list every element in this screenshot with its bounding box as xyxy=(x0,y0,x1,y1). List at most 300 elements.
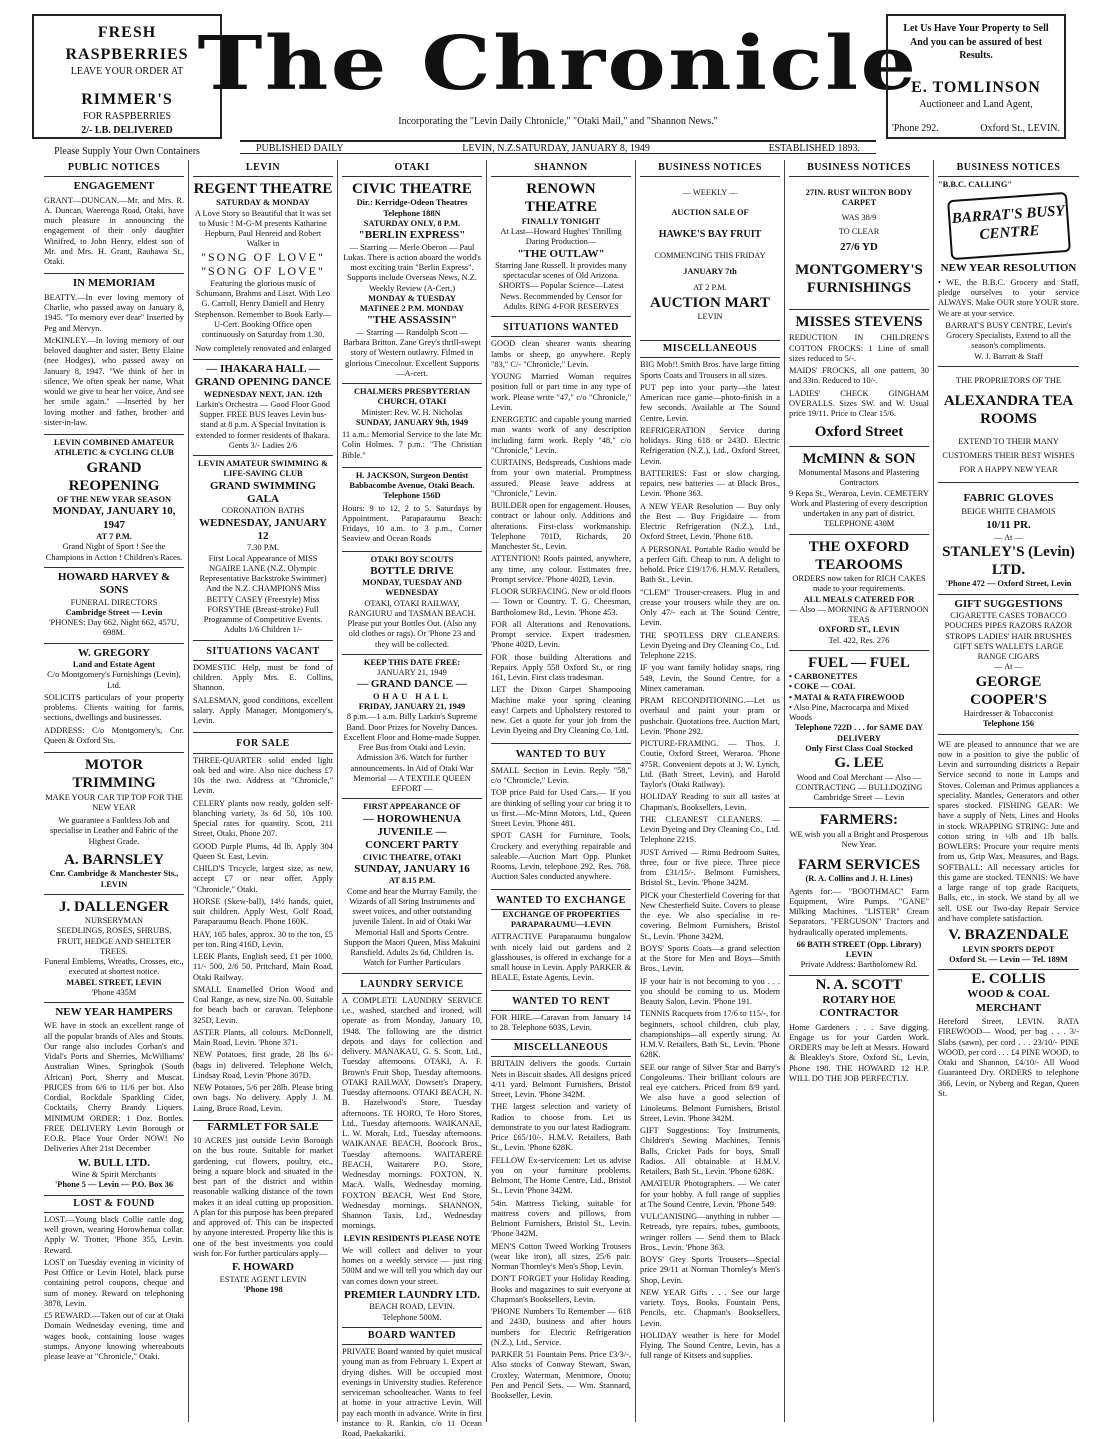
ad-text: ORDERS now taken for RICH CAKES made to your requirements. xyxy=(792,574,926,594)
classified-text: ENERGETIC and capable young married man wants work of any description including farm work. Reply "48," c/o "Chronicle," Levin. xyxy=(491,415,631,455)
notice-heading: IN MEMORIAM xyxy=(72,277,156,290)
classified-text: AMATEUR Photographers. — We cater for your hobby. A full range of supplies at The Sound Centre, Levin. 'Phone 549. xyxy=(640,1179,780,1209)
ad-heading: "THE OUTLAW" xyxy=(517,247,605,260)
ad-heading: SUNDAY, JANUARY 16 xyxy=(354,863,470,876)
ad-text: Only First Class Coal Stocked xyxy=(805,743,913,753)
ad-text: LEVIN SPORTS DEPOT xyxy=(962,944,1055,954)
column-public-notices xyxy=(40,160,189,1422)
classified-text: PRAM RECONDITIONING.—Let us overhaul and paint your pram or pushchair. Quotations free. Auction Mart, Levin. 'Phone 292. xyxy=(640,696,780,736)
ad-heading: HOWARD HARVEY & SONS xyxy=(57,570,171,597)
classified-text: THREE-QUARTER solid ended light oak bed and wire. Also nice duchess £7 10s the two. Address at "Chronicle," Levin. xyxy=(193,755,333,796)
classified-text: "CLEM" Trouser-creasers. Plug in and crease your trousers while they are on. Only 47/- each at The Sound Centre, Levin. xyxy=(640,587,780,628)
ad-text: OF THE NEW YEAR SEASON xyxy=(56,495,172,505)
ad-text: SOLICITS particulars of your property problems. Clients waiting for farms, sections, dwellings and businesses. xyxy=(44,692,184,723)
ad-heading: — HOROWHENUA JUVENILE — xyxy=(362,812,462,839)
column-business-1 xyxy=(636,160,785,1422)
ad-text: AT 2 P.M. xyxy=(693,283,727,293)
ad-civic-theatre xyxy=(342,177,482,384)
classified-text: 54in. Mattress Ticking, suitable for mattress covers and pillows, from Belmont Furnishers, Bristol St., Levin. 'Phone 342M. xyxy=(491,1198,631,1239)
ad-mcminn xyxy=(789,447,929,535)
ad-text: Telephone 156 xyxy=(982,719,1035,729)
ad-text: W. J. Barratt & Staff xyxy=(974,351,1043,361)
section-miscellaneous xyxy=(491,1040,631,1401)
classified-text: £5 REWARD.—Taken out of car at Otaki Domain Wednesday evening, time and wages book, containing loose wages stamps. Anyone knowing whereabouts please leave at "Chronicle," Otaki. xyxy=(44,1311,184,1362)
ear-text: RIMMER'S xyxy=(81,90,173,108)
ad-heading: — GRAND DANCE — xyxy=(357,678,467,691)
ad-text: ALL MEALS CATERED FOR xyxy=(803,594,915,604)
ad-text: We guarantee a Faultless Job and specialise in Leather and Fabric of the Highest Grade. xyxy=(50,816,178,846)
barrats-logo: BARRAT'S BUSY CENTRE xyxy=(947,192,1071,260)
ad-ihakara-hall xyxy=(193,360,333,456)
section-board-wanted xyxy=(342,1328,482,1439)
classified-text: IF you want family holiday snaps, ring 549, Levin, the Sound Centre, for a Minex cameraman. xyxy=(640,663,780,693)
ad-text: 11 a.m.: Memorial Service to the late Mr. Colin Holmes. 7 p.m.: "The Christian Bible." xyxy=(342,430,482,460)
ad-text: LEVIN COMBINED AMATEUR ATHLETIC & CYCLING CLUB xyxy=(54,438,174,458)
section-heading: PUBLIC NOTICES xyxy=(44,160,184,177)
ad-text: CHALMERS PRESBYTERIAN CHURCH, OTAKI xyxy=(353,387,471,407)
ad-text: 27/6 YD xyxy=(840,241,878,254)
ad-heading: FARMERS: xyxy=(819,812,899,829)
ad-text: MATINEE 2 P.M. MONDAY xyxy=(359,304,465,314)
classified-text: TENNIS Racquets from 17/6 to 115/-, for beginners, school children, club play, championships—all expertly strung. At H.M.V. Retailers, Bath St., Levin. 'Phone 628K. xyxy=(640,1009,780,1060)
ad-fuel xyxy=(789,651,929,808)
ad-heading: E. COLLIS xyxy=(971,971,1046,988)
classified-text: THE SPOTLESS DRY CLEANERS. Levin Dyeing and Dry Cleaning Co., Ltd. Telephone 221S. xyxy=(640,630,780,661)
ad-george-cooper xyxy=(938,595,1079,735)
classified-text: A NEW YEAR Resolution — Buy only the Best — Buy Frigidaire — from Electric Refrigeration (N.Z.), Ltd., Oxford Street, Levin. 'Phone 618. xyxy=(640,501,780,542)
ad-heading: GIFT SUGGESTIONS xyxy=(954,597,1063,610)
classified-text: DON'T FORGET your Holiday Reading. Books and magazines to suit everyone at Chapman's Booksellers, Levin. xyxy=(491,1274,631,1304)
ad-heading: MOTOR TRIMMING xyxy=(72,757,156,792)
section-heading: LEVIN xyxy=(193,160,333,177)
classified-text: ATTENTION! Roofs painted, anywhere, any time, any colour. Estimates free. Prompt service. 'Phone 402D, Levin. xyxy=(491,554,631,584)
ad-heading: GRAND OPENING DANCE xyxy=(194,376,332,389)
ad-text: LEVIN RESIDENTS PLEASE NOTE xyxy=(343,1233,481,1243)
ad-text: Funeral Emblems, Wreaths, Crosses, etc., executed at shortest notice. xyxy=(44,957,184,977)
ad-text: FIRST APPEARANCE OF xyxy=(363,802,461,812)
classified-text: LOST on Tuesday evening in vicinity of Post Office or Levin Hotel, black purse containing petrol coupons, cheque and sum of money. Reward on telephoning 3878, Levin. xyxy=(44,1257,184,1308)
ad-heading: — IHAKARA HALL — xyxy=(206,362,320,375)
ad-text: Featuring the glorious music of Schumann, Brahms and Liszt. With Leo G. Carroll, Henry Daniell and Henry Stephenson. Remember to Book Early—U-Cert. Booking Office open continuously on Saturday from 1.30. xyxy=(194,278,332,340)
ad-laundry-service xyxy=(342,974,482,1328)
classified-text: NEW Potatoes, 5/6 per 28lb. Please bring own bags. No delivery. Apply J. M. Laing, Bruce Road, Levin. xyxy=(193,1083,333,1113)
ad-text: MABEL STREET, LEVIN xyxy=(66,977,162,987)
ad-text: HAWKE'S BAY FRUIT xyxy=(658,228,762,240)
section-heading: FOR SALE xyxy=(193,736,333,753)
ad-auction-mart xyxy=(640,177,780,341)
ear-text: Oxford St., LEVIN. xyxy=(980,122,1060,134)
ad-text: • CARBONETTES xyxy=(789,672,858,682)
ad-heading: WOOD & COAL MERCHANT xyxy=(967,988,1050,1014)
ad-text: 'PHONES: Day 662, Night 662, 457U, 698M. xyxy=(49,618,179,638)
ad-heading: FURNISHINGS xyxy=(806,279,912,296)
ad-heading: F. HOWARD xyxy=(232,1261,294,1274)
ad-text: At Last—Howard Hughes' Thrilling Daring Production— xyxy=(500,227,622,247)
classified-text: GOOD clean shearer wants shearing lambs or sheep, go anywhere. Reply "83," C/- "Chronicle," Levin. xyxy=(491,339,631,369)
section-for-sale xyxy=(193,733,333,1120)
section-wanted-to-exchange xyxy=(491,890,631,991)
ad-heading: FABRIC GLOVES xyxy=(963,491,1054,504)
ad-text: Land and Estate Agent xyxy=(72,660,156,670)
ad-text: 27IN. RUST WILTON BODY CARPET xyxy=(805,188,913,208)
ad-text: 10 ACRES just outside Levin Borough on the bus route. Suitable for market gardening, cut flowers, poultry, etc., being a square block and situated in the best part of the district and within reasonable walking distance of the town makes it an ideal cutting up proposition. A plan for this purpose has been prepared and approved of. This can be inspected by anyone interested. Property like this is one of the best investments you could wish for. For further particulars apply— xyxy=(193,1136,333,1258)
classified-text: BRITAIN delivers the goods. Curtain Nets in Biscuit shades. All designs priced 4/11 yard. Belmont Furnishers, Bristol Street, Levin. 'Phone 342M. xyxy=(491,1059,631,1100)
ad-text: Starring Jane Russell. It provides many spectacular scenes of Old Arizona. SHORTS— Popular Science—Latest News. Recommended by Censor for Adults. RING 4-FOR RESERVES xyxy=(495,260,627,311)
classified-text: SEE our range of Silver Star and Barry's Congoleums. Their brilliant colours are real eye catchers. Priced from 8/9 yard. We also have a good selection of Linoleums. Belmont Furnishers, Bristol Street, Levin. 'Phone 342M. xyxy=(640,1062,780,1123)
ad-heading: REGENT THEATRE xyxy=(193,181,333,198)
pub-established: ESTABLISHED 1893. xyxy=(768,143,860,154)
ad-text: C/o Montgomery's Furnishings (Levin), Ltd. xyxy=(47,670,181,690)
ad-text: WE wish you all a Bright and Prosperous New Year. xyxy=(789,829,929,849)
classified-text: A PERSONAL Portable Radio would be a perfect Gift. Cheap to run. A delight to behold. Price £19/17/6. H.M.V. Retailers, Bath St., Levin. xyxy=(640,544,780,585)
ad-text: MAKE YOUR CAR TIP TOP FOR THE NEW YEAR xyxy=(45,792,183,812)
ad-heading: FARMLET FOR SALE xyxy=(207,1120,319,1133)
classified-text: HAY, 165 bales, approx. 30 to the ton, £5 per ton. Ring 416D, Levin. xyxy=(193,929,333,949)
ad-text: Cambridge Street — Levin xyxy=(65,607,163,617)
classified-text: FLOOR SURFACING. New or old floors — Town or Country. T. G. Cheesman, Bartholomew Rd., Levin. 'Phone 453. xyxy=(491,587,631,617)
ad-text: SEEDLINGS, ROSES, SHRUBS, FRUIT, HEDGE AND SHELTER TREES. xyxy=(56,926,172,956)
ad-text: AT 8.15 P.M. xyxy=(388,876,436,886)
ad-text: Minister: Rev. W. H. Nicholas xyxy=(361,407,463,417)
ad-boy-scouts xyxy=(342,552,482,655)
pub-left: PUBLISHED DAILY xyxy=(256,143,344,154)
ad-text: Come and hear the Murray Family, the Wizards of all String Instruments and sweet voices, and other outstanding juvenile Talent. In aid of Otaki War Memorial Hall and Sports Centre. Support the Maori Queen, Miss Makuini Ransfield. Adults 2s 6d, Children 1s. Watch for Further Particulars xyxy=(343,886,481,968)
ad-heading: "THE ASSASSIN" xyxy=(366,314,458,327)
publication-bar xyxy=(240,140,876,154)
section-heading: OTAKI xyxy=(342,160,482,177)
classified-text: FOR those building Alterations and Repairs. Apply 558 Oxford St., or ring 161, Levin. First class tradesman. xyxy=(491,652,631,683)
column-otaki xyxy=(338,160,487,1439)
ad-text: SUNDAY, JANUARY 9th, 1949 xyxy=(355,417,469,427)
ad-text: 7.30 P.M. xyxy=(246,543,280,553)
section-heading: BOARD WANTED xyxy=(342,1328,482,1345)
section-heading: WANTED TO EXCHANGE xyxy=(491,893,631,910)
section-wanted-to-rent xyxy=(491,991,631,1041)
classified-text: IF your hair is not becoming to you . . . you should be coming to us. Modern Beauty Salon, Levin. 'Phone 191. xyxy=(640,976,780,1007)
ad-text: FRIDAY, JANUARY 21, 1949 xyxy=(358,702,466,712)
ad-heading: "BERLIN EXPRESS" xyxy=(358,229,466,242)
ad-farmlet xyxy=(193,1121,333,1295)
ad-alexandra-tea-rooms xyxy=(938,367,1079,483)
ad-farm-services xyxy=(789,808,929,975)
section-heading: BUSINESS NOTICES xyxy=(640,160,780,177)
ad-text: JANUARY 21, 1949 xyxy=(377,668,447,678)
ad-renown-theatre xyxy=(491,177,631,317)
ad-athletic-club xyxy=(44,435,184,568)
ad-text: TO CLEAR xyxy=(838,226,880,236)
ad-text: EXCHANGE OF PROPERTIES xyxy=(502,909,620,919)
ear-text: Let Us Have Your Property to Sell xyxy=(903,23,1049,34)
ad-e-collis xyxy=(938,970,1079,1099)
ear-text: FRESH RASPBERRIES xyxy=(65,24,189,63)
classified-text: THE CLEANEST CLEANERS. — Levin Dyeing and Dry Cleaning Co., Ltd. Telephone 221S. xyxy=(640,814,780,845)
section-heading: MISCELLANEOUS xyxy=(491,1040,631,1057)
ad-heading: W. BULL LTD. xyxy=(78,1156,150,1169)
classified-text: FOR HIRE.—Caravan from January 14 to 28. Telephone 603S, Levin. xyxy=(491,1012,631,1032)
ad-text: Private Address: Bartholomew Rd. xyxy=(800,960,918,970)
ear-contact xyxy=(892,122,1060,136)
ad-text: ADDRESS: C/o Montgomery's, Cnr. Queen & Oxford Sts. xyxy=(44,725,184,745)
classified-text: FELLOW Ex-servicemen: Let us advise you on your furniture problems. Belmont, The Home Centre, Ltd., Bristol St., Levin 'Phone 342M. xyxy=(491,1155,631,1196)
section-situations-vacant xyxy=(193,641,333,734)
ad-heading: RENOWN THEATRE xyxy=(524,181,598,216)
ad-heading: McMINN & SON xyxy=(802,450,916,467)
ad-text: CORONATION BATHS xyxy=(221,506,305,516)
ad-heading: WEDNESDAY, JANUARY 12 xyxy=(199,516,327,543)
ad-heading: BOTTLE DRIVE xyxy=(370,564,454,577)
ad-text: Telephone 500M. xyxy=(382,1312,442,1322)
ad-text: 'Phone 472 — Oxford Street, Levin xyxy=(945,579,1072,589)
masthead xyxy=(0,0,1114,158)
ad-text: REDUCTION IN CHILDREN'S COTTON FROCKS: 1 Line of small sizes reduced to 5/-. xyxy=(789,333,929,363)
ear-text: 'Phone 292. xyxy=(892,122,939,134)
column-levin xyxy=(189,160,338,1422)
ad-heading: "SONG OF LOVE" xyxy=(201,249,325,264)
section-heading: BUSINESS NOTICES xyxy=(789,160,929,177)
incorporation-line: Incorporating the "Levin Daily Chronicle," "Otaki Mail," and "Shannon News." xyxy=(398,116,718,127)
ad-text: 9 Kepa St., Weraroa, Levin. CEMETERY Work and Plastering of every description undertaken in any part of district. TELEPHONE 430M xyxy=(789,488,929,529)
ad-text: BARRAT'S BUSY CENTRE, Levin's Grocery Specialists, Extend to all the season's compliments. xyxy=(945,320,1072,351)
ad-text: LADIES' CHECK GINGHAM OVERALLS. Sizes SW. and W. Usual price 19/11. Price to Clear 15/6. xyxy=(789,388,929,419)
ad-na-scott xyxy=(789,976,929,1085)
ad-text: 'Phone 198 xyxy=(243,1284,283,1294)
ad-grand-dance xyxy=(342,655,482,799)
section-heading: LAUNDRY SERVICE xyxy=(342,977,482,994)
ad-text: Adults 1/6 Children 1/- xyxy=(224,625,302,635)
section-heading: BUSINESS NOTICES xyxy=(938,160,1079,177)
ad-text: THE PROPRIETORS OF THE xyxy=(955,375,1062,385)
classified-text: ASTER Plants, all colours. McDonnell, Main Road, Levin. 'Phone 371. xyxy=(193,1027,333,1048)
notice-text: BEATTY.—In ever loving memory of Charlie, who passed away on January 8, 1945. "To memory ever dear" Inserted by Peg and Mervyn. xyxy=(44,292,184,333)
ad-heading: GRAND SWIMMING GALA xyxy=(209,479,317,505)
ad-text: • COKE — COAL xyxy=(789,682,856,692)
classified-text: PRIVATE Board wanted by quiet musical young man as from February 1. Expert at drying dishes. Will be occupied most evenings in University studies. Reference serviceman schoolteacher. Wants to feel at home in your attractive Levin. Will pay each month in advance. Write in first instance to R. Rankin, c/o 11 Ocean Road, Paekakariki. xyxy=(342,1347,482,1439)
classified-text: PICK your Chesterfield Covering for that New Chesterfield Suite. Covers to please the eye. We also specialise in re-covering. Belmont Furnishers, Bristol St., Levin. 'Phone 342M. xyxy=(640,890,780,941)
ad-barrats xyxy=(938,177,1079,367)
ad-jackson-dentist xyxy=(342,468,482,552)
classified-text: SALESMAN, good conditions, excellent salary. Apply Manager, Montgomery's, Levin. xyxy=(193,695,333,726)
classified-text: CHILD'S Tricycle, largest size, as new, accept £7 or near offer. Apply "Chronicle," Otaki. xyxy=(193,864,333,894)
ad-text: BEIGE WHITE CHAMOIS xyxy=(961,506,1056,516)
ad-text: Dir.: Kerridge-Odeon Theatres Telephone 188N xyxy=(356,198,468,218)
ear-text: E. TOMLINSON xyxy=(911,78,1041,96)
ad-text: 'Phone 435M xyxy=(91,987,137,997)
ad-text: FINALLY TONIGHT xyxy=(521,216,601,226)
ad-heading: NEW YEAR HAMPERS xyxy=(55,1006,173,1019)
section-wanted-to-buy xyxy=(491,744,631,890)
ad-text: LEVIN xyxy=(697,311,723,321)
classified-text: SPOT CASH for Furniture, Tools, Crockery and everything repairable and saleable.—Auction Mart Opp. Plunket Rooms, Levin, telephone 292, Res. 768. Auction Sales conducted anywhere. xyxy=(491,831,631,882)
classified-text: YOUNG Married Woman requires position full or part time in any type of work. Please write "47," c/o "Chronicle," Levin. xyxy=(491,372,631,412)
ad-text: First Local Appearance of MISS NGAIRE LANE (N.Z. Olympic Representative Backstroke Swimmer) And the N.Z. CHAMPIONS Miss BETTY CASEY (Freestyle) Miss FORSYTHE (Breast-stroke) Full Programme of Competitive Events. xyxy=(199,553,327,625)
section-heading: LOST & FOUND xyxy=(44,1196,184,1213)
ad-text: MONDAY, TUESDAY AND WEDNESDAY xyxy=(362,578,462,598)
classified-text: FOR all Alterations and Renovations. Prompt service. Expert tradesmen. 'Phone 402D, Levin. xyxy=(491,619,631,650)
ad-text: KEEP THIS DATE FREE: xyxy=(363,657,461,667)
ad-heading: PREMIER LAUNDRY LTD. xyxy=(343,1288,480,1301)
classified-text: GOOD Purple Plums, 4d lb. Apply 304 Queen St. East, Levin. xyxy=(193,841,333,861)
ad-heading: Oxford Street xyxy=(814,424,904,441)
ad-text: Wine & Spirit Merchants xyxy=(71,1170,157,1180)
ad-heading: MISSES STEVENS xyxy=(795,314,923,331)
ad-heading: CIVIC THEATRE xyxy=(352,181,472,198)
ad-text: Babbacombe Avenue, Otaki Beach. Telephone 156D xyxy=(349,481,475,501)
ad-text: AUCTION SALE OF xyxy=(671,208,749,218)
classified-text: DOMESTIC Help, must be fond of children. Apply Mrs. E. Collins, Shannon. xyxy=(193,662,333,693)
classified-text: TOP price Paid for Used Cars.— If you are thinking of selling your car bring it to us first.—Mc-Minn Motors, Ltd., Queen Street Levin. 'Phone 481. xyxy=(491,788,631,829)
ad-heading: W. GREGORY xyxy=(78,646,150,659)
ad-text: MONDAY, JANUARY 10, 1947 xyxy=(52,505,176,531)
classified-text: MEN'S Cotton Tweed Working Trousers (wear like iron), all sizes, 25/6 pair. Norman Thornley's Men's Shop, Levin. xyxy=(491,1241,631,1272)
ad-concert-party xyxy=(342,799,482,973)
ad-text: Agents for:— "BOOTHMAC" Farm Equipment, Wire Pumps. "GANE" Milking Machines. "LISTER" Cream Separators. "FERGUSON" Tractors and hydraulically operated implements. xyxy=(789,886,929,937)
classified-text: BIG Mob!! Smith Bros. have large fitting Sports Coats and Trousers in all sizes. xyxy=(640,360,780,380)
classified-text: BOYS' Sports Coats—a grand selection at the Store for Men and Boys—Smith Bros., Levin. xyxy=(640,943,780,974)
classified-text: LET the Dixon Carpet Shampooing Machine make your spring cleaning easy! Carpets and Upholstery restored to new. Get a quote for your job from the Levin Dyeing and Dry Cleaning Co. Ltd. xyxy=(491,685,631,736)
section-heading: WANTED TO BUY xyxy=(491,747,631,764)
classified-text: LEEK Plants, English seed, £1 per 1000, 11/- 500, 2/6 50. Pritchard, Main Road, Otaki Railway. xyxy=(193,952,333,982)
ad-regent-theatre xyxy=(193,177,333,360)
notice-engagement xyxy=(44,177,184,274)
classified-text: NEW Potatoes, first grade, 28 lbs 6/- (bags in) delivered. Telephone Welch, Lindsay Road, Levin 'Phone 307D. xyxy=(193,1050,333,1080)
ad-text: ESTATE AGENT LEVIN xyxy=(219,1274,307,1284)
classified-text: HOLIDAY weather is here for Model Flying. The Sound Centre, Levin, has a full range of Kitsets and supplies. xyxy=(640,1330,780,1361)
ad-text: CIGARETTE CASES TOBACCO POUCHES PIPES RAZORS RAZOR STROPS LADIES' HAIR BRUSHES GIFT SETS WALLETS LARGE RANGE CIGARS xyxy=(944,611,1073,662)
ad-text: Hours: 9 to 12, 2 to 5. Saturdays by Appointment. Paraparaumu Beach: Fridays, 10 a.m. to 3 p.m., Corner Seaview and Ocean Roads xyxy=(342,503,482,544)
ad-text: OTAKI BOY SCOUTS xyxy=(370,554,454,564)
ad-text: Wood and Coal Merchant — Also — CONTRACTING — BULLDOZING xyxy=(795,772,923,792)
ad-stanleys-gloves xyxy=(938,483,1079,595)
ad-text: WE are pleased to announce that we are now in a position to give the public of Levin and surrounding districts a Repair Service second to none in Lamps and Stoves. Coleman and Primus appliances a speciality. Mantles, Generators and other spares stocked. FISHING GEAR: We have a supply of Nets, Lines and Hooks in stock. WRAPPING STRING: Jute and cotton string in ½lb and 1lb balls. BOWLERS: Procure your require ments from us, Grip Wax, Measures, and Bags. SOFTBALL: All necessary articles for this game are stocked. TENNIS: We have a large range of top grade Racquets, Balls, etc., in stock. We stand by all we sell. USE our Two-day Repair Service and have complete satisfaction. xyxy=(938,739,1079,923)
ad-text: Home Gardeners . . . Save digging. Engage us for your Garden Work. ORDERS may be left at Messrs. Howard & Bleakley's Store, Oxford St., Levin, Phone 198. THE HOWARD 12 H.P. WILL DO THE JOB PERFECTLY. xyxy=(789,1022,929,1083)
ad-heading: CONCERT PARTY xyxy=(365,839,459,852)
ad-heading: THE OXFORD TEAROOMS xyxy=(808,538,910,573)
classified-text: VULCANISING—anything in rubber — Retreads, tyre repairs, tubes, gumboots, wringer rollers — Send them to Black Bros., Levin. 'Phone 363. xyxy=(640,1212,780,1252)
classified-text: PICTURE-FRAMING. — Thos. J. Coutie, Oxford Street, Weraroa. 'Phone 475R. Convenient depots at J. W. Lynch, Ltd. (Bath Street, Levin), and Harold Taylor's (Otaki Railway). xyxy=(640,739,780,790)
ad-motor-trimming xyxy=(44,753,184,895)
ad-text: COMMENCING THIS FRIDAY xyxy=(654,250,766,260)
ad-heading: FARM SERVICES xyxy=(797,857,921,874)
ad-heading: FUEL — FUEL xyxy=(808,654,910,671)
classified-text: SMALL Section in Levin. Reply "58," c/o "Chronicle," Levin. xyxy=(491,765,631,786)
ear-right-ad xyxy=(886,14,1066,139)
ad-text: 'Phone 5 — Levin — P.O. Box 36 xyxy=(54,1180,174,1190)
ad-text: Monumental Masons and Plastering Contractors xyxy=(798,468,920,488)
ad-heading: GEORGE COOPER'S xyxy=(970,673,1047,708)
newspaper-title: The Chronicle xyxy=(197,21,919,107)
classified-text: JUST Arrived — Rimu Bedroom Suites, three, four or five piece. Three piece from £31/15/-. Belmont Furnishers, Bristol St., Levin. 'Phone 342M. xyxy=(640,847,780,888)
ad-heading: ROTARY HOE CONTRACTOR xyxy=(819,993,899,1020)
section-situations-wanted xyxy=(491,317,631,743)
ad-brazendale xyxy=(938,735,1079,970)
ad-heading: AUCTION MART xyxy=(650,294,770,311)
column-business-3 xyxy=(934,160,1083,1422)
ad-text: Grand Night of Sport ! See the Champions in Action ! Children's Races. xyxy=(45,542,183,562)
ad-text: — Starring — Randolph Scott — Barbara Britton. Zane Grey's thrill-swept story of Western outlawry. Filmed in glorious Cinecolour. Excellent Supports—A-cert. xyxy=(343,327,481,378)
notice-text: McKINLEY.—In loving memory of our beloved daughter and sister, Betty Elaine (nee Hodges), who passed away on January 8, 1947. "We think of her in silence, We often speak her name, What would we give to hear her voice, And see her smile again." —Inserted by her loving mother and father, brother and sister-in-law. xyxy=(44,335,184,427)
ad-text: "B.B.C. CALLING" xyxy=(938,180,1012,190)
ad-text: OHAU HALL xyxy=(373,691,451,701)
classified-text: BUILDER open for engagement. Houses, contract or labour only. Additions and alterations. First-class workmanship. Telephone 701D, Richards, 20 Manchester St., Levin. xyxy=(491,501,632,552)
ad-text: — At — xyxy=(994,532,1023,542)
ad-text: SATURDAY ONLY, 8 P.M. xyxy=(363,218,461,228)
classified-text: BATTERIES: Fast or slow charging, repairs, new batteries — at Black Bros., Levin. 'Phone 363. xyxy=(640,468,780,499)
column-business-2 xyxy=(785,160,934,1422)
ad-heading: "SONG OF LOVE" xyxy=(201,264,325,279)
classified-text: 'PHONE Numbers To Remember — 618 and 243D, business and after hours numbers for Electric Refrigeration (N.Z.), Ltd., Service. xyxy=(491,1307,631,1347)
ad-howard-harvey xyxy=(44,568,184,644)
classified-text: PARKER 51 Fountain Pens. Price £3/3/-. Also stocks of Conway Stewart, Swan, Croxley, Waterman, Mentmore, Onoto; Pen and Pencil Sets. — Wm. Stannard, Bookseller, Levin. xyxy=(491,1350,631,1401)
ad-text: FUNERAL DIRECTORS xyxy=(70,597,158,607)
classified-text: CELERY plants now ready, golden self-blanching variety, 3s 6d 50, 10s 100. Special rates for quantity. Scott, 211 Street, Otaki. Phone 207. xyxy=(193,798,333,839)
ad-heading: ALEXANDRA TEA ROOMS xyxy=(943,393,1074,428)
section-heading: SITUATIONS VACANT xyxy=(193,644,333,661)
ad-oxford-tearooms xyxy=(789,535,929,651)
notice-text: GRANT—DUNCAN.—Mr. and Mrs. R. A. Duncan, Waerenga Road, Otaki, have much pleasure in announcing the engagement of their only daughter Winifred, to John Henry, eldest son of Mr. and Mrs. H. Grant, Rauhawa St., Otaki. xyxy=(44,195,184,267)
classified-text: HOLIDAY Reading to suit all tastes at Chapman's, Booksellers, Levin. xyxy=(640,792,780,812)
columns xyxy=(40,160,1110,1439)
ad-text: A COMPLETE LAUNDRY SERVICE i.e., washed, starched and ironed, will operate as from Monday, January 10, 1948. The following are the district depots and days for collection and delivery. MANAKAU, G. S. Scott, Ltd., Tuesday afternoons. OTAKI, A. F. Brown's Fruit Shop, Tuesday afternoons. OTAKI RAILWAY, Dowsett's Drapery, Tuesday afternoons. OTAKI BEACH, N. B. Hazelwood's Store, Tuesday afternoons. TE HORO, Te Horo Stores, Ltd., Tuesday afternoons. WAIKANAE, L. W. Morah, Ltd., Tuesday afternoons. WAIKANAE BEACH, Boocock Bros., Tuesday afternoons. WAITARERE BEACH, Waitarere P.O. Store, Wednesday mornings. FOXTON, N. MacA. Walls, Wednesday morning. FOXTON BEACH, West End Store, Wednesday mornings. SHANNON, Shannon Taxis, Ltd., Wednesday mornings. xyxy=(342,995,482,1231)
section-heading: WANTED TO RENT xyxy=(491,994,631,1011)
classified-text: HORSE (Skew-ball), 14½ hands, quiet, suit children. Apply West, Golf Road, Paraparaumu Beach. Phone 160K. xyxy=(193,896,333,927)
ad-misses-stevens xyxy=(789,310,929,447)
classified-text: SMALL Enamelled Orion Wood and Coal Range, as new, size No. 00. Suitable for beach bach or caravan. Telephone 325D, Levin. xyxy=(193,984,333,1025)
section-lost-found xyxy=(44,1196,184,1363)
ad-text: AT 7 P.M. xyxy=(96,532,132,542)
ad-text: We will collect and deliver to your homes on a weekly service — just ring 500M and we will tell you which day our van comes down your street. xyxy=(342,1245,482,1286)
classified-text: PUT pep into your party—the latest American race game—photo-finish in a few seconds. Available at The Sound Centre, Levin. xyxy=(640,382,780,423)
ad-text: 66 BATH STREET (Opp. Library) LEVIN xyxy=(796,939,922,960)
ad-dallenger xyxy=(44,895,184,1003)
ad-text: OXFORD ST., LEVIN xyxy=(818,625,900,635)
ad-text: Gents 3/- Ladies 2/6 xyxy=(228,440,298,450)
ad-text: WE have in stock an excellent range of all the popular brands of Ales and Stouts. Our range also includes Corban's and Vidal's Ports and Sherries, McWilliams' Australian Wines, Springbok (South African) Port, Sherry and Muscat. PRICES from 6/6 to 11/6 per bot. Also Cordial, Rockdale Sparkling Cider, Cocktails, Cherry Brandy Liquers. MINIMUM ORDER: 1 Doz. Bottles. FREE DELIVERY Levin Borough or F.O.R. Place Your Order NOW! No Deliveries After 21st December xyxy=(44,1021,184,1154)
ad-text: Cnr. Cambridge & Manchester Sts., LEVIN xyxy=(49,869,179,889)
ad-text: • MATAI & RATA FIREWOOD xyxy=(789,692,905,702)
ear-text: Please Supply Your Own Containers xyxy=(54,146,200,158)
ad-hampers xyxy=(44,1003,184,1196)
ad-heading: GRAND REOPENING xyxy=(68,459,160,494)
notice-memoriam xyxy=(44,274,184,435)
classified-text: BOYS' Grey Sports Trousers—Special price 29/11 at Norman Thornley's Men's Shop, Levin. xyxy=(640,1255,780,1285)
ad-heading: 10/11 PR. xyxy=(986,519,1031,532)
ad-text: CIVIC THEATRE, OTAKI xyxy=(362,852,462,862)
ad-text: H. JACKSON, Surgeon Dentist xyxy=(355,470,469,480)
pub-date: LEVIN, N.Z.SATURDAY, JANUARY 8, 1949 xyxy=(462,143,650,154)
classified-text: THE largest selection and variety of Radios to choose from. Let us demonstrate to you our latest Radiogram. Price £65/10/-. H.M.V. Retailers, Bath St., Levin. 'Phone 628K. xyxy=(491,1102,631,1153)
ad-gregory xyxy=(44,644,184,753)
ad-text: Larkin's Orchestra — Good Floor Good Supper. FREE BUS leaves Levin bus-stand at 8 p.m. A Special Invitation is extended to former residents of Ihakara. xyxy=(196,399,330,440)
ad-text: Hairdresser & Tobacconist xyxy=(963,709,1054,719)
section-heading: SITUATIONS WANTED xyxy=(491,320,631,337)
ad-heading: STANLEY'S (Levin) LTD. xyxy=(942,543,1075,579)
ad-text: — WEEKLY — xyxy=(682,188,738,198)
ad-heading: J. DALLENGER xyxy=(58,898,170,915)
ad-text: A Love Story so Beautiful that It was set to Music ! M-G-M presents Katharine Hepburn, Paul Henreid and Robert Walker in xyxy=(194,208,332,249)
ad-heading: V. BRAZENDALE xyxy=(948,927,1069,944)
ad-text: SATURDAY & MONDAY xyxy=(216,198,310,208)
column-shannon xyxy=(487,160,636,1422)
classified-text: ATTRACTIVE Paraparaumu bungalow with nicely laid out gardens and 2 glasshouses, is offered in exchange for a small house in Levin. Apply PARKER & BEALE, Estate Agents, Levin. xyxy=(491,932,631,983)
ad-text: Tel. 422, Res. 276 xyxy=(828,635,890,645)
ear-text: Auctioneer and Land Agent, xyxy=(919,99,1033,111)
ear-text: 2/- LB. DELIVERED xyxy=(81,124,173,136)
ad-text: JANUARY 7th xyxy=(683,267,737,277)
ad-text: Oxford St. — Levin — Tel. 189M xyxy=(949,954,1068,964)
ad-text: (R. A. Collins and J. H. Lines) xyxy=(805,874,913,884)
section-miscellaneous xyxy=(640,341,780,1361)
ad-heading: MONTGOMERY'S xyxy=(795,261,923,278)
